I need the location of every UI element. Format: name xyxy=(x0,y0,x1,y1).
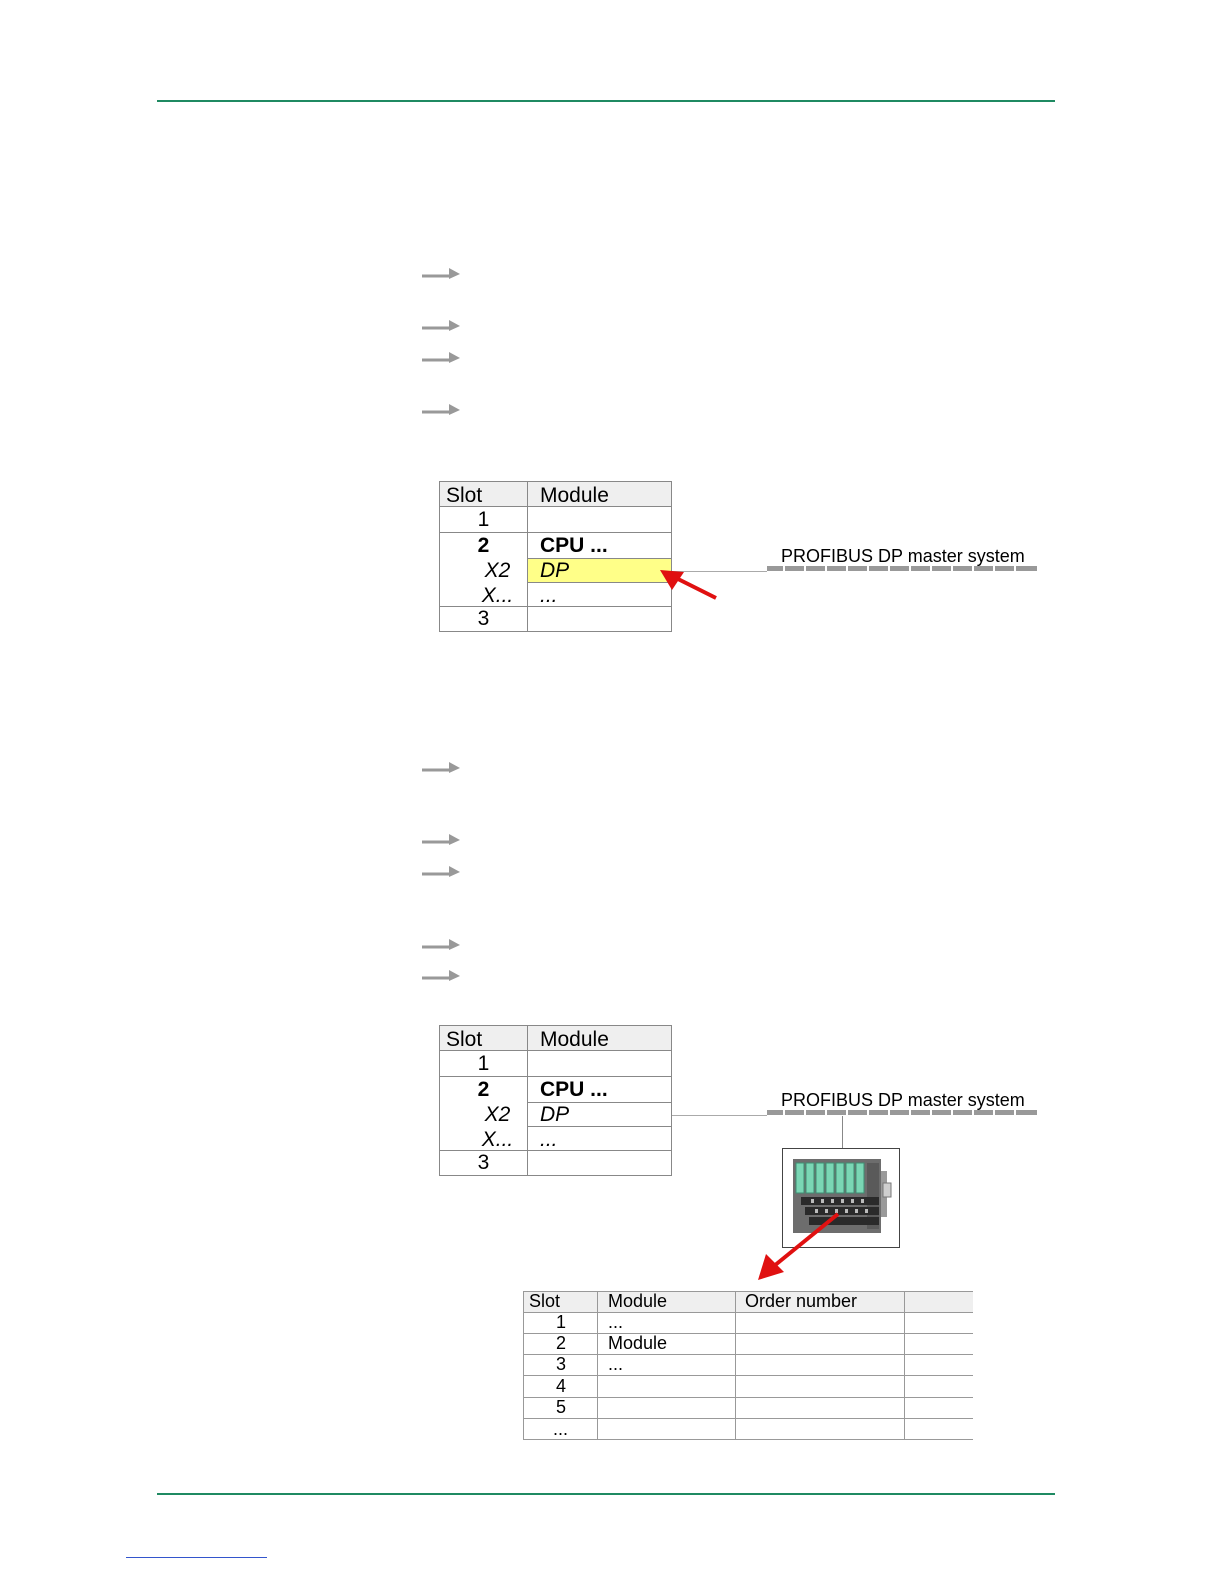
module-cell: ... xyxy=(608,1354,624,1374)
module-cell: Module xyxy=(608,1333,668,1353)
slot-cell: 3 xyxy=(556,1354,567,1374)
slot-cell: ... xyxy=(553,1419,569,1439)
footer-link-underline[interactable] xyxy=(126,1557,267,1558)
module-cell: DP xyxy=(540,559,570,582)
module-cell: ... xyxy=(540,584,558,607)
profibus-line xyxy=(767,1110,1037,1115)
module-header: Module xyxy=(540,484,609,507)
slot-cell: X2 xyxy=(484,559,511,582)
slot-cell: X... xyxy=(481,584,514,607)
step-arrow-icon xyxy=(421,402,461,416)
slot-cell: X... xyxy=(481,1128,514,1151)
profibus-line xyxy=(767,566,1037,571)
bus-label: PROFIBUS DP master system xyxy=(781,546,1025,566)
step-arrow-icon xyxy=(421,266,461,280)
pointer-arrow-icon xyxy=(658,566,720,602)
slot-cell: 4 xyxy=(556,1376,567,1396)
bus-label: PROFIBUS DP master system xyxy=(781,1090,1025,1110)
slot-cell: 2 xyxy=(477,534,490,557)
module-cell: CPU ... xyxy=(540,534,608,557)
header-rule xyxy=(157,100,1055,102)
device-drop-line xyxy=(842,1116,843,1148)
slot-cell: 1 xyxy=(477,1052,490,1075)
module-header: Module xyxy=(608,1291,668,1311)
step-arrow-icon xyxy=(421,832,461,846)
slot-cell: 1 xyxy=(556,1312,567,1332)
slot-cell: X2 xyxy=(484,1103,511,1126)
dp-connection-line xyxy=(672,1115,767,1116)
module-header: Module xyxy=(540,1028,609,1051)
slot-cell: 2 xyxy=(477,1078,490,1101)
slot-header: Slot xyxy=(446,1028,483,1051)
module-order-table xyxy=(523,1291,973,1440)
module-cell: ... xyxy=(608,1312,624,1332)
step-arrow-icon xyxy=(421,864,461,878)
step-arrow-icon xyxy=(421,350,461,364)
slot-cell: 3 xyxy=(477,1151,490,1174)
slot-cell: 3 xyxy=(477,607,490,630)
order-number-header: Order number xyxy=(745,1291,858,1311)
step-arrow-icon xyxy=(421,760,461,774)
step-arrow-icon xyxy=(421,318,461,332)
slot-cell: 5 xyxy=(556,1397,567,1417)
slot-header: Slot xyxy=(529,1291,561,1311)
slot-table-1 xyxy=(439,481,672,632)
module-cell: DP xyxy=(540,1103,570,1126)
module-cell: ... xyxy=(540,1128,558,1151)
step-arrow-icon xyxy=(421,968,461,982)
slot-table-2 xyxy=(439,1025,672,1176)
footer-rule xyxy=(157,1493,1055,1495)
module-cell: CPU ... xyxy=(540,1078,608,1101)
pointer-arrow-icon xyxy=(756,1210,842,1282)
slot-cell: 2 xyxy=(556,1333,567,1353)
slot-header: Slot xyxy=(446,484,483,507)
slot-cell: 1 xyxy=(477,508,490,531)
step-arrow-icon xyxy=(421,937,461,951)
